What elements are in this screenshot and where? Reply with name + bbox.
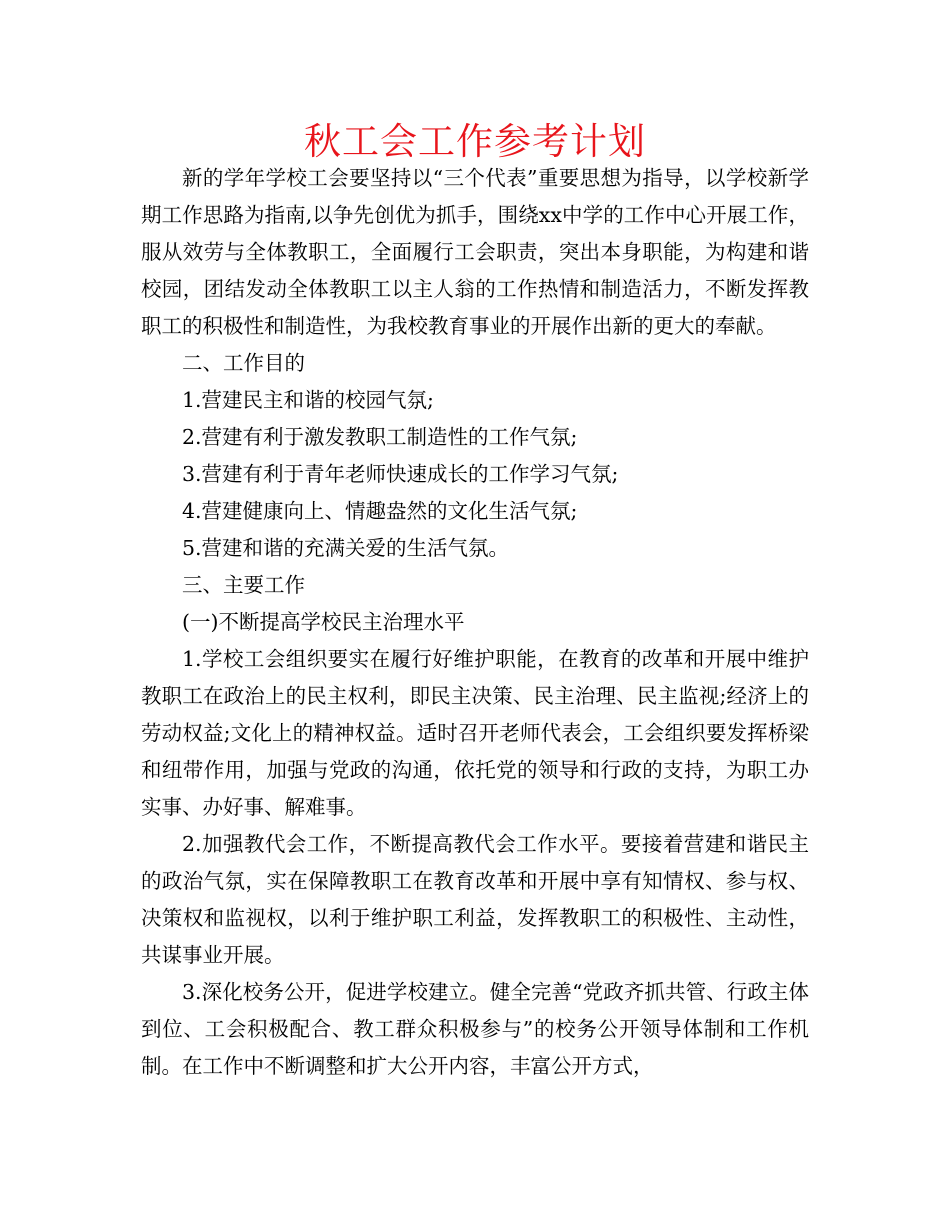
goal-item: 5.营建和谐的充满关爱的生活气氛。 <box>182 536 510 560</box>
goal-item: 2.营建有利于激发教职工制造性的工作气氛; <box>182 425 578 449</box>
goal-item: 3.营建有利于青年老师快速成长的工作学习气氛; <box>182 462 619 486</box>
work-item-paragraph: 2.加强教代会工作，不断提高教代会工作水平。要接着营建和谐民主的政治气氛，实在保障教职工在教育改革和开展中享有知情权、参与权、决策权和监视权，以利于维护职工利益，发挥教职工的积极性、主动性，共谋事业开展。 <box>141 832 809 967</box>
section-heading-main-work: 三、主要工作 <box>182 573 305 597</box>
section-heading-goals: 二、工作目的 <box>182 351 305 375</box>
document-body <box>141 160 809 1085</box>
goal-item: 1.营建民主和谐的校园气氛; <box>182 388 434 412</box>
goal-item: 4.营建健康向上、情趣盎然的文化生活气氛; <box>182 499 578 523</box>
work-item-paragraph: 3.深化校务公开，促进学校建立。健全完善“党政齐抓共管、行政主体到位、工会积极配合、教工群众积极参与”的校务公开领导体制和工作机制。在工作中不断调整和扩大公开内容，丰富公开方式， <box>141 980 809 1078</box>
subsection-heading: (一)不断提高学校民主治理水平 <box>182 610 465 634</box>
intro-paragraph: 新的学年学校工会要坚持以“三个代表”重要思想为指导，以学校新学期工作思路为指南,以争先创优为抓手，围绕xx中学的工作中心开展工作，服从效劳与全体教职工，全面履行工会职责，突出本身职能，为构建和谐校园，团结发动全体教职工以主人翁的工作热情和制造活力，不断发挥教职工的积极性和制造性，为我校教育事业的开展作出新的更大的奉献。 <box>141 166 809 338</box>
document-title: 秋工会工作参考计划 <box>304 120 646 163</box>
work-item-paragraph: 1.学校工会组织要实在履行好维护职能，在教育的改革和开展中维护教职工在政治上的民主权利，即民主决策、民主治理、民主监视;经济上的劳动权益;文化上的精神权益。适时召开老师代表会，工会组织要发挥桥梁和纽带作用，加强与党政的沟通，依托党的领导和行政的支持，为职工办实事、办好事、解难事。 <box>141 647 809 819</box>
